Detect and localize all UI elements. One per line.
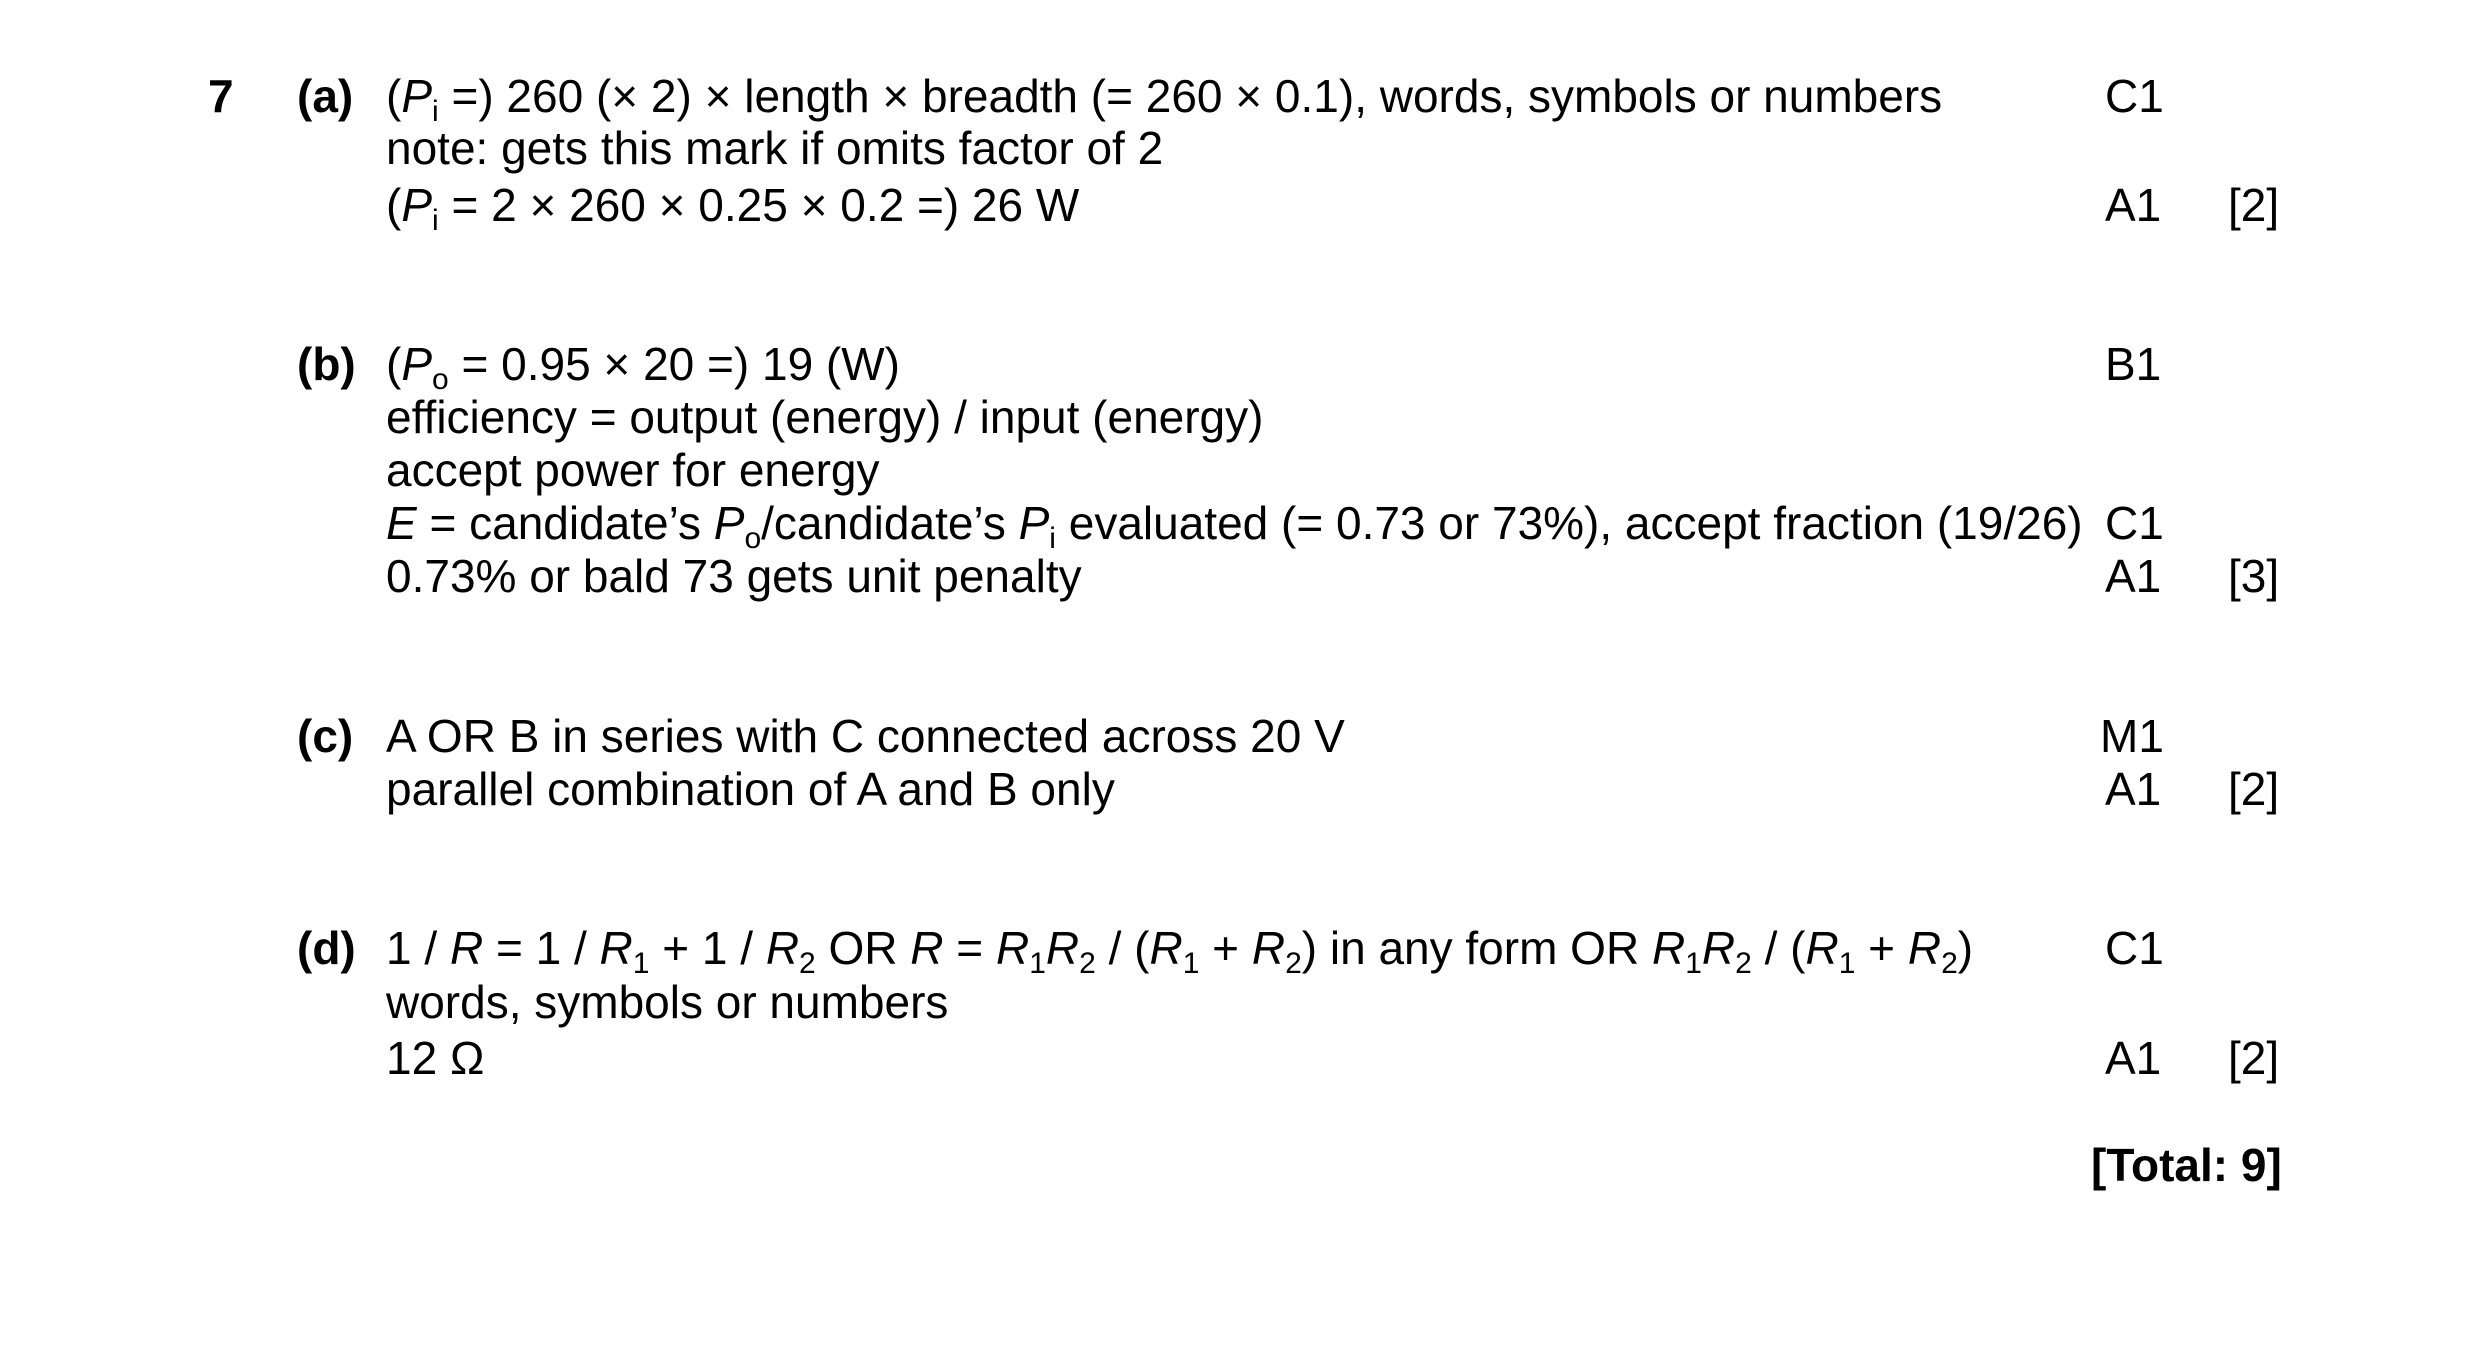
part-b-line-4: E = candidate’s $P_o/candidate’s$ $P_i$ evaluated (= 0.73 or 73%), accept fraction (19/26) xyxy=(386,497,2083,555)
part-c-line-2: parallel combination of A and B only xyxy=(386,763,1115,815)
part-a-total: [2] xyxy=(2228,179,2280,231)
part-c-total: [2] xyxy=(2228,763,2280,815)
part-a-mark-c1: C1 xyxy=(2105,70,2164,122)
part-d-label: (d) xyxy=(297,922,356,974)
part-b-total: [3] xyxy=(2228,550,2280,602)
part-b-label: (b) xyxy=(297,338,356,390)
question-number: 7 xyxy=(208,70,234,122)
part-b-line-1: ($P_o = 0.95 \times 20$ =) 19 (W) xyxy=(386,338,900,396)
part-a-line-1: ($P_i$ =) 260 (× 2) × length × breadth (= 260 × 0.1), words, symbols or numbers xyxy=(386,70,1943,128)
part-b-line-5: 0.73% or bald 73 gets unit penalty xyxy=(386,550,1082,602)
part-a-line-3: ($P_i = 2 \times 260 \times 0.25 \times 0.2$ =) 26 W xyxy=(386,179,1080,237)
part-d-line-3: 12 Ω xyxy=(386,1032,485,1084)
part-c-label: (c) xyxy=(297,710,354,762)
part-c-mark-a1: A1 xyxy=(2105,763,2162,815)
part-c-mark-m1: M1 xyxy=(2100,710,2164,762)
part-d-total: [2] xyxy=(2228,1032,2280,1084)
part-d-mark-a1: A1 xyxy=(2105,1032,2162,1084)
part-a-line-2: note: gets this mark if omits factor of 2 xyxy=(386,122,1164,174)
part-b-line-2: efficiency = output (energy) / input (energy) xyxy=(386,391,1264,443)
part-b-mark-c1: C1 xyxy=(2105,497,2164,549)
part-a-mark-a1: A1 xyxy=(2105,179,2162,231)
part-d-line-1: $1 / R = 1 / R_1 + 1 / R_2$ OR $R = R_1R_2 / (R_1 + R_2)$ in any form OR $R_1R_2 / (R_1 + R_2)$ xyxy=(386,922,1974,980)
part-a-label: (a) xyxy=(297,70,354,122)
part-d-mark-c1: C1 xyxy=(2105,922,2164,974)
grand-total: [Total: 9] xyxy=(2091,1139,2282,1191)
part-b-mark-a1: A1 xyxy=(2105,550,2162,602)
part-d-line-2: words, symbols or numbers xyxy=(386,976,949,1028)
part-b-mark-b1: B1 xyxy=(2105,338,2162,390)
part-c-line-1: A OR B in series with C connected across 20 V xyxy=(386,710,1345,762)
part-b-line-3: accept power for energy xyxy=(386,444,880,496)
